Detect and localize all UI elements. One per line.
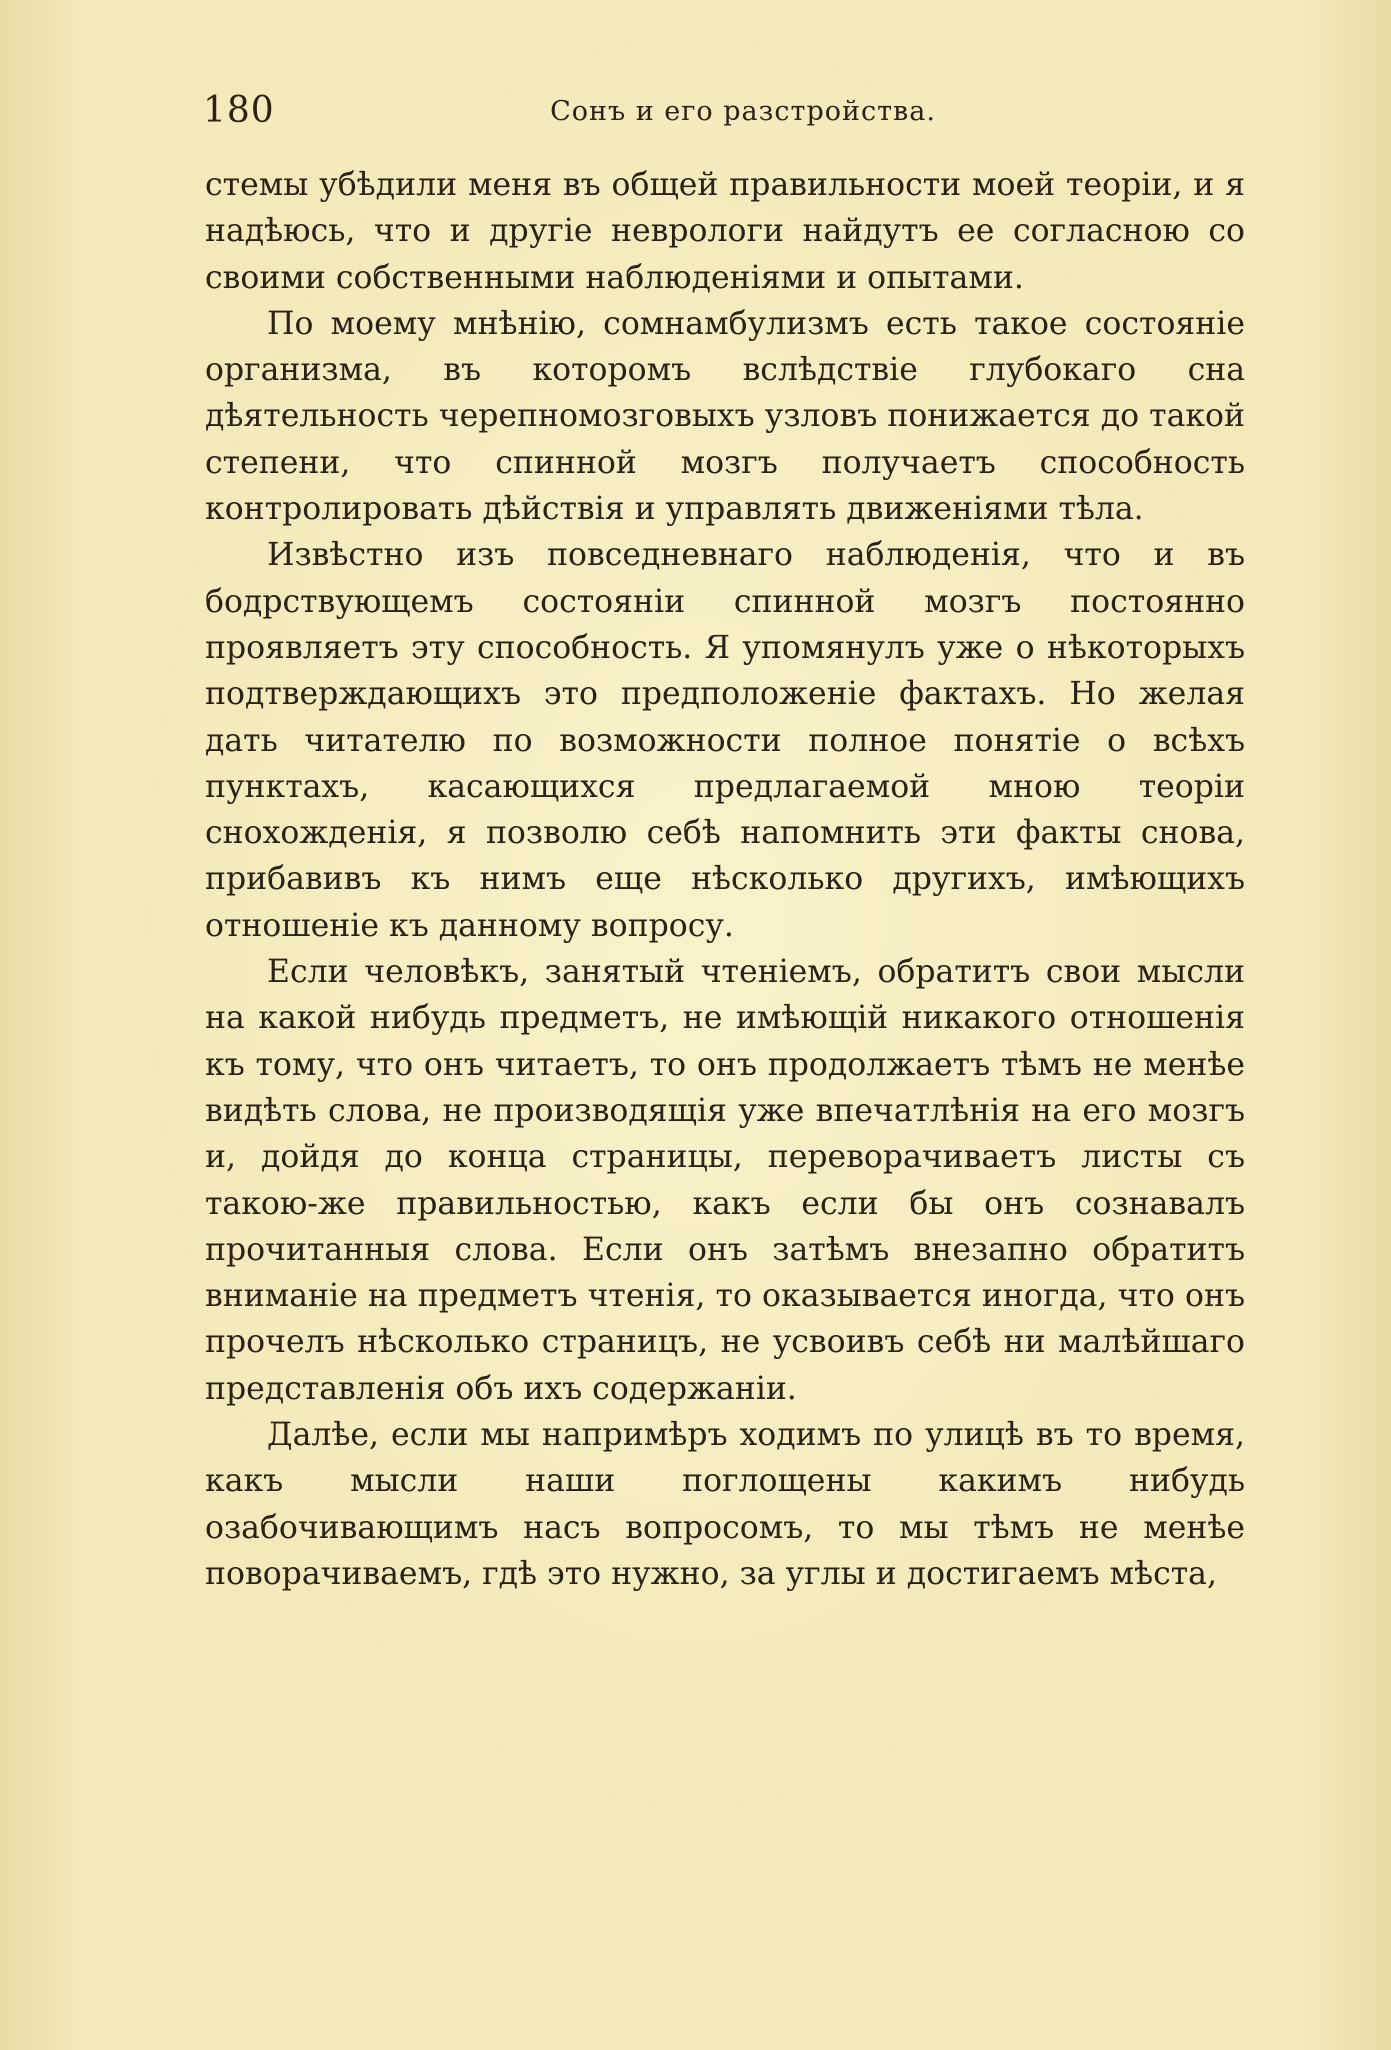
body-text — [205, 162, 1245, 1597]
paragraph: Если человѣкъ, занятый чтеніемъ, обратитъ свои мысли на какой нибудь предметъ, не имѣющій никакого отношенія къ тому, что онъ читаетъ, то онъ продолжаетъ тѣмъ не менѣе видѣть слова, не производящія уже впечатлѣнія на его мозгъ и, дойдя до конца страницы, переворачиваетъ листы съ такою-же правильностью, какъ если бы онъ сознавалъ прочитанныя слова. Если онъ затѣмъ внезапно обратитъ вниманіе на предметъ чтенія, то оказывается иногда, что онъ прочелъ нѣсколько страницъ, не усвоивъ себѣ ни малѣйшаго представленія объ ихъ содержаніи. — [205, 954, 1245, 1407]
running-title: Сонъ и его разстройства. — [550, 96, 936, 127]
paragraph: По моему мнѣнію, сомнамбулизмъ есть такое состояніе организма, въ которомъ вслѣдствіе глубокаго сна дѣятельность черепномозговыхъ узловъ понижается до такой степени, что спинной мозгъ получаетъ способность контролировать дѣйствія и управлять движеніями тѣла. — [205, 305, 1245, 528]
page-header — [203, 86, 1243, 136]
page-number: 180 — [203, 90, 275, 131]
paragraph-continuation: стемы убѣдили меня въ общей правильности моей теоріи, и я надѣюсь, что и другіе неврологи найдутъ ее согласною со своими собственными наблюденіями и опытами. — [205, 167, 1245, 296]
paragraph: Далѣе, если мы напримѣръ ходимъ по улицѣ въ то время, какъ мысли наши поглощены какимъ нибудь озабочивающимъ насъ вопросомъ, то мы тѣмъ не менѣе поворачиваемъ, гдѣ это нужно, за углы и достигаемъ мѣста, — [205, 1417, 1245, 1592]
paragraph: Извѣстно изъ повседневнаго наблюденія, что и въ бодрствующемъ состояніи спинной мозгъ постоянно проявляетъ эту способность. Я упомянулъ уже о нѣкоторыхъ подтверждающихъ это предположеніе фактахъ. Но желая дать читателю по возможности полное понятіе о всѣхъ пунктахъ, касающихся предлагаемой мною теоріи снохожденія, я позволю себѣ напомнить эти факты снова, прибавивъ къ нимъ еще нѣсколько другихъ, имѣющихъ отношеніе къ данному вопросу. — [205, 537, 1245, 944]
